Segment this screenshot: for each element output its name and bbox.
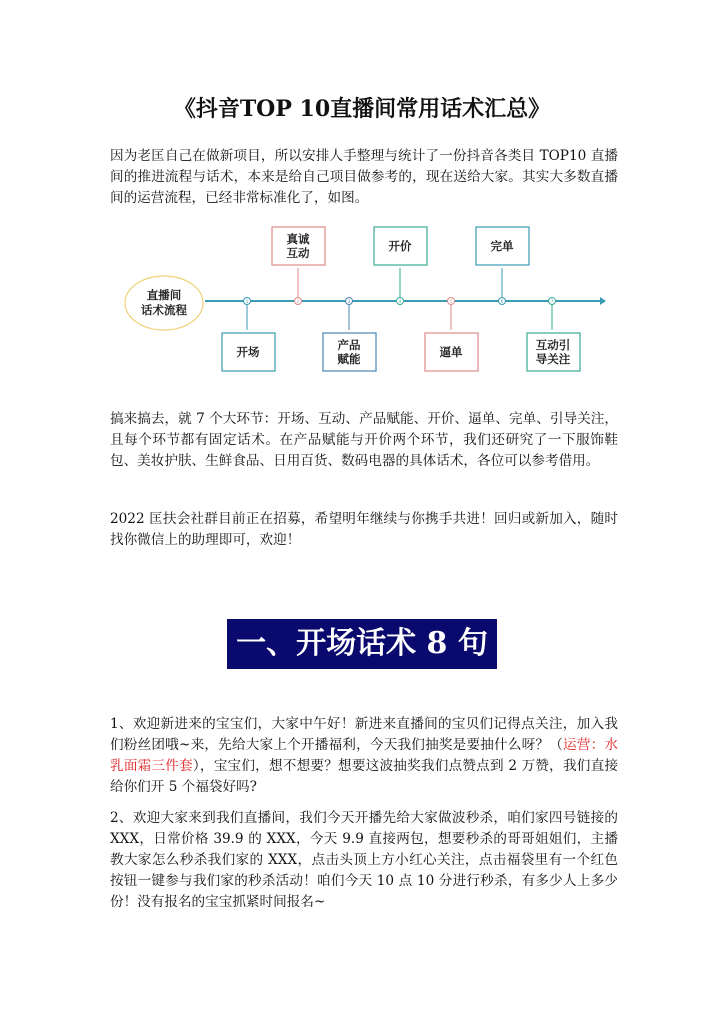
step-number-3: 3: [347, 299, 351, 304]
step-number-4: 4: [398, 299, 402, 304]
step-label-3-line2: 赋能: [337, 352, 361, 366]
operator-note: 运营：水乳面霜三件套: [110, 737, 619, 774]
center-label-1: 直播间: [146, 288, 182, 302]
step-number-7: 7: [550, 299, 554, 304]
step-number-2: 2: [296, 299, 300, 304]
flow-diagram: [0, 0, 724, 400]
script-item-2: 2、欢迎大家来到我们直播间，我们今天开播先给大家做波秒杀，咱们家四号链接的 XXX，日常价格 39.9 的 XXX，今天 9.9 直接两包，想要秒杀的哥哥姐姐们，主播教大家怎么秒杀我们家的 XXX，点击头顶上方小红心关注，点击福袋里有一个红色按钮一键参与我们家的秒杀活动！咱们今天 10 点 10 分进行秒杀，有多少人上多少份！没有报名的宝宝抓紧时间报名~: [110, 810, 618, 910]
script-1-text: 1、欢迎新进来的宝宝们，大家中午好！新进来直播间的宝贝们记得点关注，加入我们粉丝团哦~来，先给大家上个开播福利，今天我们抽奖是要抽什么呀？（: [110, 716, 618, 753]
step-label-7-line2: 导关注: [535, 352, 571, 366]
script-item-1: [110, 714, 618, 798]
step-label-1: 开场: [236, 345, 260, 359]
step-number-1: 1: [245, 299, 249, 304]
step-label-5: 逼单: [439, 345, 463, 359]
intro-paragraph: 因为老匡自己在做新项目，所以安排人手整理与统计了一份抖音各类目 TOP10 直播间的推进流程与话术，本来是给自己项目做参考的，现在送给大家。其实大多数直播间的运营流程，已经非常标准化了，如图。: [110, 148, 618, 206]
timeline-arrow-icon: [600, 297, 606, 305]
step-label-3: 产品: [337, 338, 361, 352]
step-label-7: 互动引: [535, 338, 571, 352]
step-label-2-line2: 互动: [286, 246, 310, 260]
center-label-2: 话术流程: [141, 303, 187, 317]
step-label-6: 完单: [490, 239, 514, 253]
recruit-paragraph: 2022 匡扶会社群目前正在招募，希望明年继续与你携手共进！回归或新加入，随时找你微信上的助理即可，欢迎！: [110, 511, 618, 548]
step-label-4: 开价: [388, 239, 412, 253]
section-heading: 一、开场话术 8 句: [227, 619, 497, 669]
document-title: 《抖音TOP 10直播间常用话术汇总》: [173, 96, 551, 122]
step-number-5: 5: [449, 299, 453, 304]
summary-paragraph: 搞来搞去，就 7 个大环节：开场、互动、产品赋能、开价、逼单、完单、引导关注，且每个环节都有固定话术。在产品赋能与开价两个环节，我们还研究了一下服饰鞋包、美妆护肤、生鲜食品、日用百货、数码电器的具体话术，各位可以参考借用。: [110, 411, 618, 469]
step-label-2: 真诚: [286, 232, 310, 246]
script-1-text-end: ），宝宝们，想不想要？想要这波抽奖我们点赞点到 2 万赞，我们直接给你们开 5 个福袋好吗?: [110, 758, 618, 795]
step-number-6: 6: [500, 299, 504, 304]
